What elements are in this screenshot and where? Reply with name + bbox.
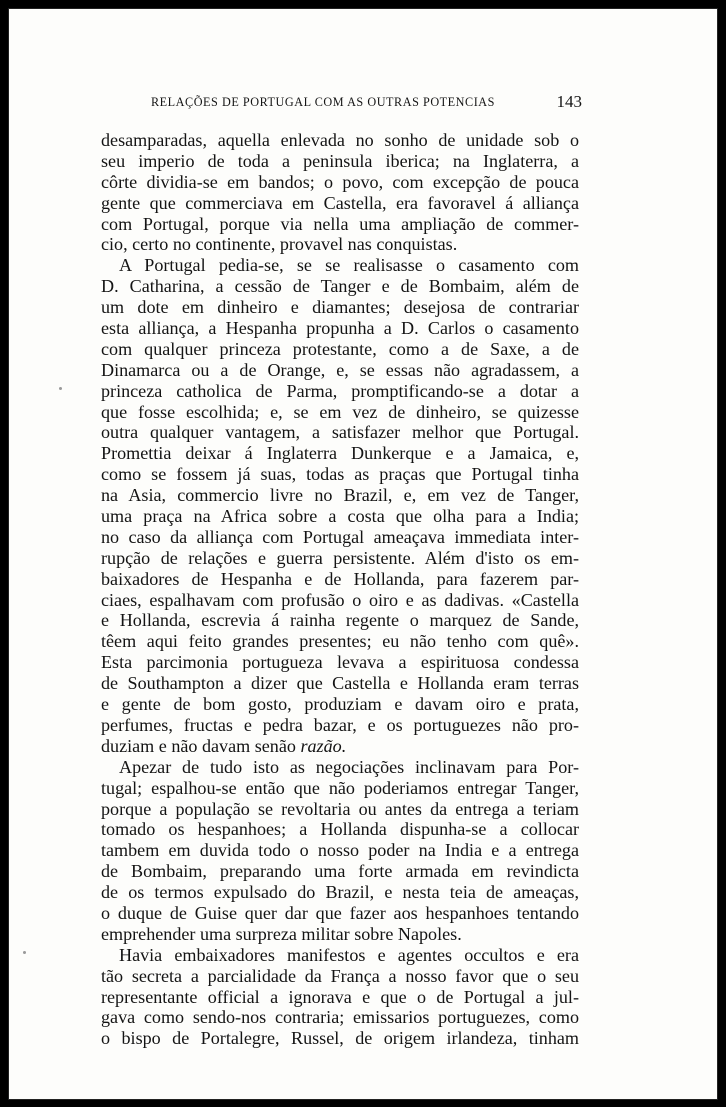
text-line: de Southampton a dizer que Castella e Hollanda eram terras (101, 673, 579, 694)
text-line: seu imperio de toda a peninsula iberica; na Inglaterra, a (101, 150, 579, 171)
text-line: gava como sendo-nos contraria; emissarios portuguezes, como (101, 1007, 579, 1028)
text-line: A Portugal pedia-se, se se realisasse o casamento com (119, 255, 579, 276)
text-line: Promettia deixar á Inglaterra Dunkerque e a Jamaica, e, (101, 443, 579, 464)
text-line: cio, certo no continente, provavel nas conquistas. (101, 234, 458, 255)
text-line: de os termos expulsado do Brazil, e nesta teia de ameaças, (101, 882, 579, 903)
text-line: com Portugal, porque via nella uma ampliação de commer- (101, 213, 579, 234)
text-line: uma praça na Africa sobre a costa que olha para a India; (101, 506, 579, 527)
text-line: outra qualquer vantagem, a satisfazer melhor que Portugal. (101, 422, 579, 443)
text-line: tão secreta a parcialidade da França a nosso favor que o seu (101, 965, 579, 986)
text-line: o bispo de Portalegre, Russel, de origem irlandeza, tinham (101, 1028, 579, 1049)
text-line: Havia embaixadores manifestos e agentes occultos e era (119, 944, 579, 965)
text-line: princeza catholica de Parma, promptificando-se a dotar a (101, 380, 579, 401)
text-line: desamparadas, aquella enlevada no sonho de unidade sob o (101, 130, 579, 150)
text-line: emprehender uma surpreza militar sobre Napoles. (101, 923, 462, 944)
text-line: tugal; espalhou-se então que não poderiamos entregar Tanger, (101, 777, 579, 798)
italic-word: razão. (300, 735, 347, 756)
book-page (8, 8, 718, 1100)
text-line: tambem em duvida todo o nosso poder na India e a entrega (101, 840, 579, 861)
text-line: na Asia, commercio livre no Brazil, e, em vez de Tanger, (101, 485, 579, 506)
text-line: um dote em dinheiro e diamantes; desejosa de contrariar (101, 297, 579, 318)
text-line: têem aqui feito grandes presentes; eu não tenho com quê». (101, 631, 579, 652)
text-line: no caso da alliança com Portugal ameaçava immediata inter- (101, 526, 579, 547)
text-line: Dinamarca ou a de Orange, e, se essas não agradassem, a (101, 359, 579, 380)
text-line: que fosse escolhida; e, se em vez de dinheiro, se quizesse (101, 401, 579, 422)
text-line: e Hollanda, escrevia á rainha regente o marquez de Sande, (101, 610, 579, 631)
text-line: como se fossem já suas, todas as praças que Portugal tinha (101, 464, 579, 485)
text-line: baixadores de Hespanha e de Hollanda, para fazerem par- (101, 568, 579, 589)
text-line: perfumes, fructas e pedra bazar, e os portuguezes não pro- (101, 714, 579, 735)
page-number: 143 (556, 92, 582, 111)
paper-speck (59, 387, 62, 390)
text-line: ciaes, espalhavam com profusão o oiro e as dadivas. «Castella (101, 589, 579, 610)
text-line: representante official a ignorava e que o de Portugal a jul- (101, 986, 579, 1007)
text-line: porque a população se revoltaria ou antes da entrega a teriam (101, 798, 579, 819)
text-line-with-italic (101, 736, 579, 757)
text-line: o duque de Guise quer dar que fazer aos hespanhoes tentando (101, 902, 579, 923)
text-line: Esta parcimonia portugueza levava a espirituosa condessa (101, 652, 579, 673)
text-line: de Bombaim, preparando uma forte armada em revindicta (101, 861, 579, 882)
text-fragment: duziam e não davam senão (101, 735, 296, 756)
text-line: côrte dividia-se em bandos; o povo, com excepção de pouca (101, 171, 579, 192)
text-line: e gente de bom gosto, produziam e davam oiro e prata, (101, 694, 579, 715)
running-title: RELAÇÕES DE PORTUGAL COM AS OUTRAS POTENCIAS (151, 95, 495, 109)
text-line: tomado os hespanhoes; a Hollanda dispunha-se a collocar (101, 819, 579, 840)
text-line: D. Catharina, a cessão de Tanger e de Bombaim, além de (101, 276, 579, 297)
text-line: esta alliança, a Hespanha propunha a D. Carlos o casamento (101, 318, 579, 339)
text-line: Apezar de tudo isto as negociações inclinavam para Por- (119, 756, 579, 777)
text-line: gente que commerciava em Castella, era favoravel á alliança (101, 192, 579, 213)
text-line: rupção de relações e guerra persistente. Além d'isto os em- (101, 547, 579, 568)
text-line: com qualquer princeza protestante, como a de Saxe, a de (101, 338, 579, 359)
body-text (101, 130, 579, 1049)
paper-speck (23, 951, 26, 954)
